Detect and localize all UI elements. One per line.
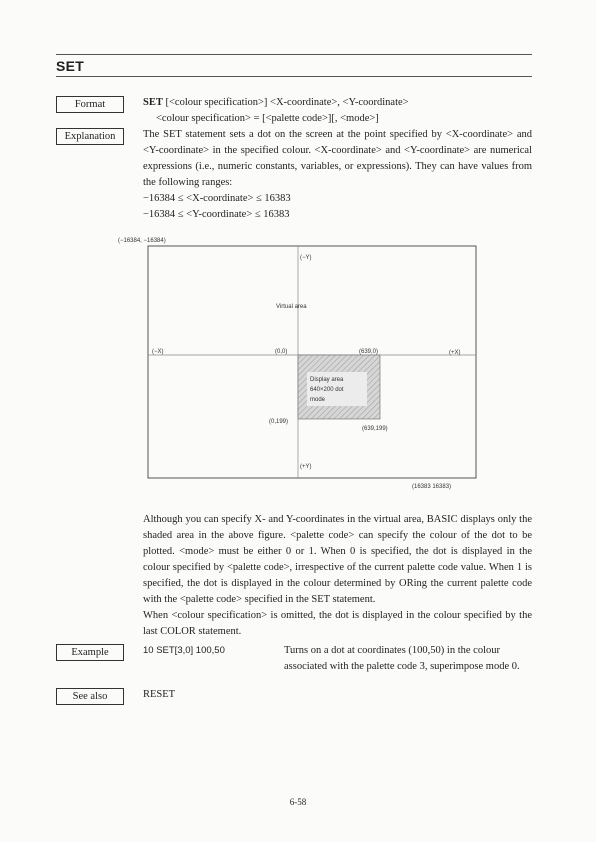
body-paragraph-1: Although you can specify X- and Y-coordinates in the virtual area, BASIC displays only the shaded area in the above figure. <palette code> can specify the colour of the dot to be plotted. <mode> must be either 0 or 1. When 0 is specified, the dot is displayed in the colour specified by <palette code>, irrespective of the current palette code value. When 1 is specified, the dot is displayed in the colour determined by ORing the current palette code with the <palette code> specified in the SET statement. (143, 514, 532, 605)
x-end-label: (639,0) (359, 349, 379, 355)
pos-x-label: (+X) (449, 350, 461, 356)
y-end-label: (0,199) (269, 419, 289, 425)
explanation-paragraph: The SET statement sets a dot on the screen at the point specified by <X-coordinate> and <Y-coordinate> in the specified colour. <X-coordinate> and <Y-coordinate> are numerical expressions (i.e., numeric constants, variables, or expressions). They can have values from the following ranges: (143, 129, 532, 188)
format-line-1 (143, 95, 533, 111)
neg-y-label: (−Y) (300, 255, 312, 261)
coordinate-diagram (0, 232, 596, 502)
range-x: −16384 ≤ <X-coordinate> ≤ 16383 (143, 193, 291, 204)
page-number: 6-58 (289, 797, 307, 807)
display-area-label-1: Display area (310, 377, 344, 383)
see-also-value: RESET (143, 689, 176, 700)
display-area-label-2: 640×200 dot (310, 387, 344, 393)
example-description: Turns on a dot at coordinates (100,50) in the colour associated with the palette code 3, superimpose mode 0. (284, 645, 520, 672)
format-syntax: [<colour specification>] <X-coordinate>, <Y-coordinate> (162, 97, 409, 108)
corner-label: (639,199) (362, 426, 388, 432)
page-title: SET (56, 58, 85, 74)
format-line-2: <colour specification> = [<palette code>][, <mode>] (156, 113, 379, 124)
range-y: −16384 ≤ <Y-coordinate> ≤ 16383 (143, 209, 290, 220)
explanation-label: Explanation (56, 128, 124, 145)
bottom-right-coordinate: (16383 16383) (412, 484, 452, 490)
format-label: Format (56, 96, 124, 113)
see-also-label: See also (56, 688, 124, 705)
example-label: Example (56, 644, 124, 661)
example-code: 10 SET[3,0] 100,50 (143, 645, 225, 656)
format-keyword: SET (143, 97, 163, 108)
origin-label: (0,0) (275, 349, 288, 355)
body-paragraph-2: When <colour specification> is omitted, the dot is displayed in the colour specified by the last COLOR statement. (143, 610, 532, 637)
neg-x-label: (−X) (152, 349, 164, 355)
virtual-area-label: Virtual area (276, 304, 307, 310)
heading-rule (56, 76, 532, 77)
top-left-coordinate: (−16384, −16384) (118, 238, 166, 244)
pos-y-label: (+Y) (300, 464, 312, 470)
display-area-label-3: mode (310, 397, 326, 403)
top-rule (56, 54, 532, 55)
